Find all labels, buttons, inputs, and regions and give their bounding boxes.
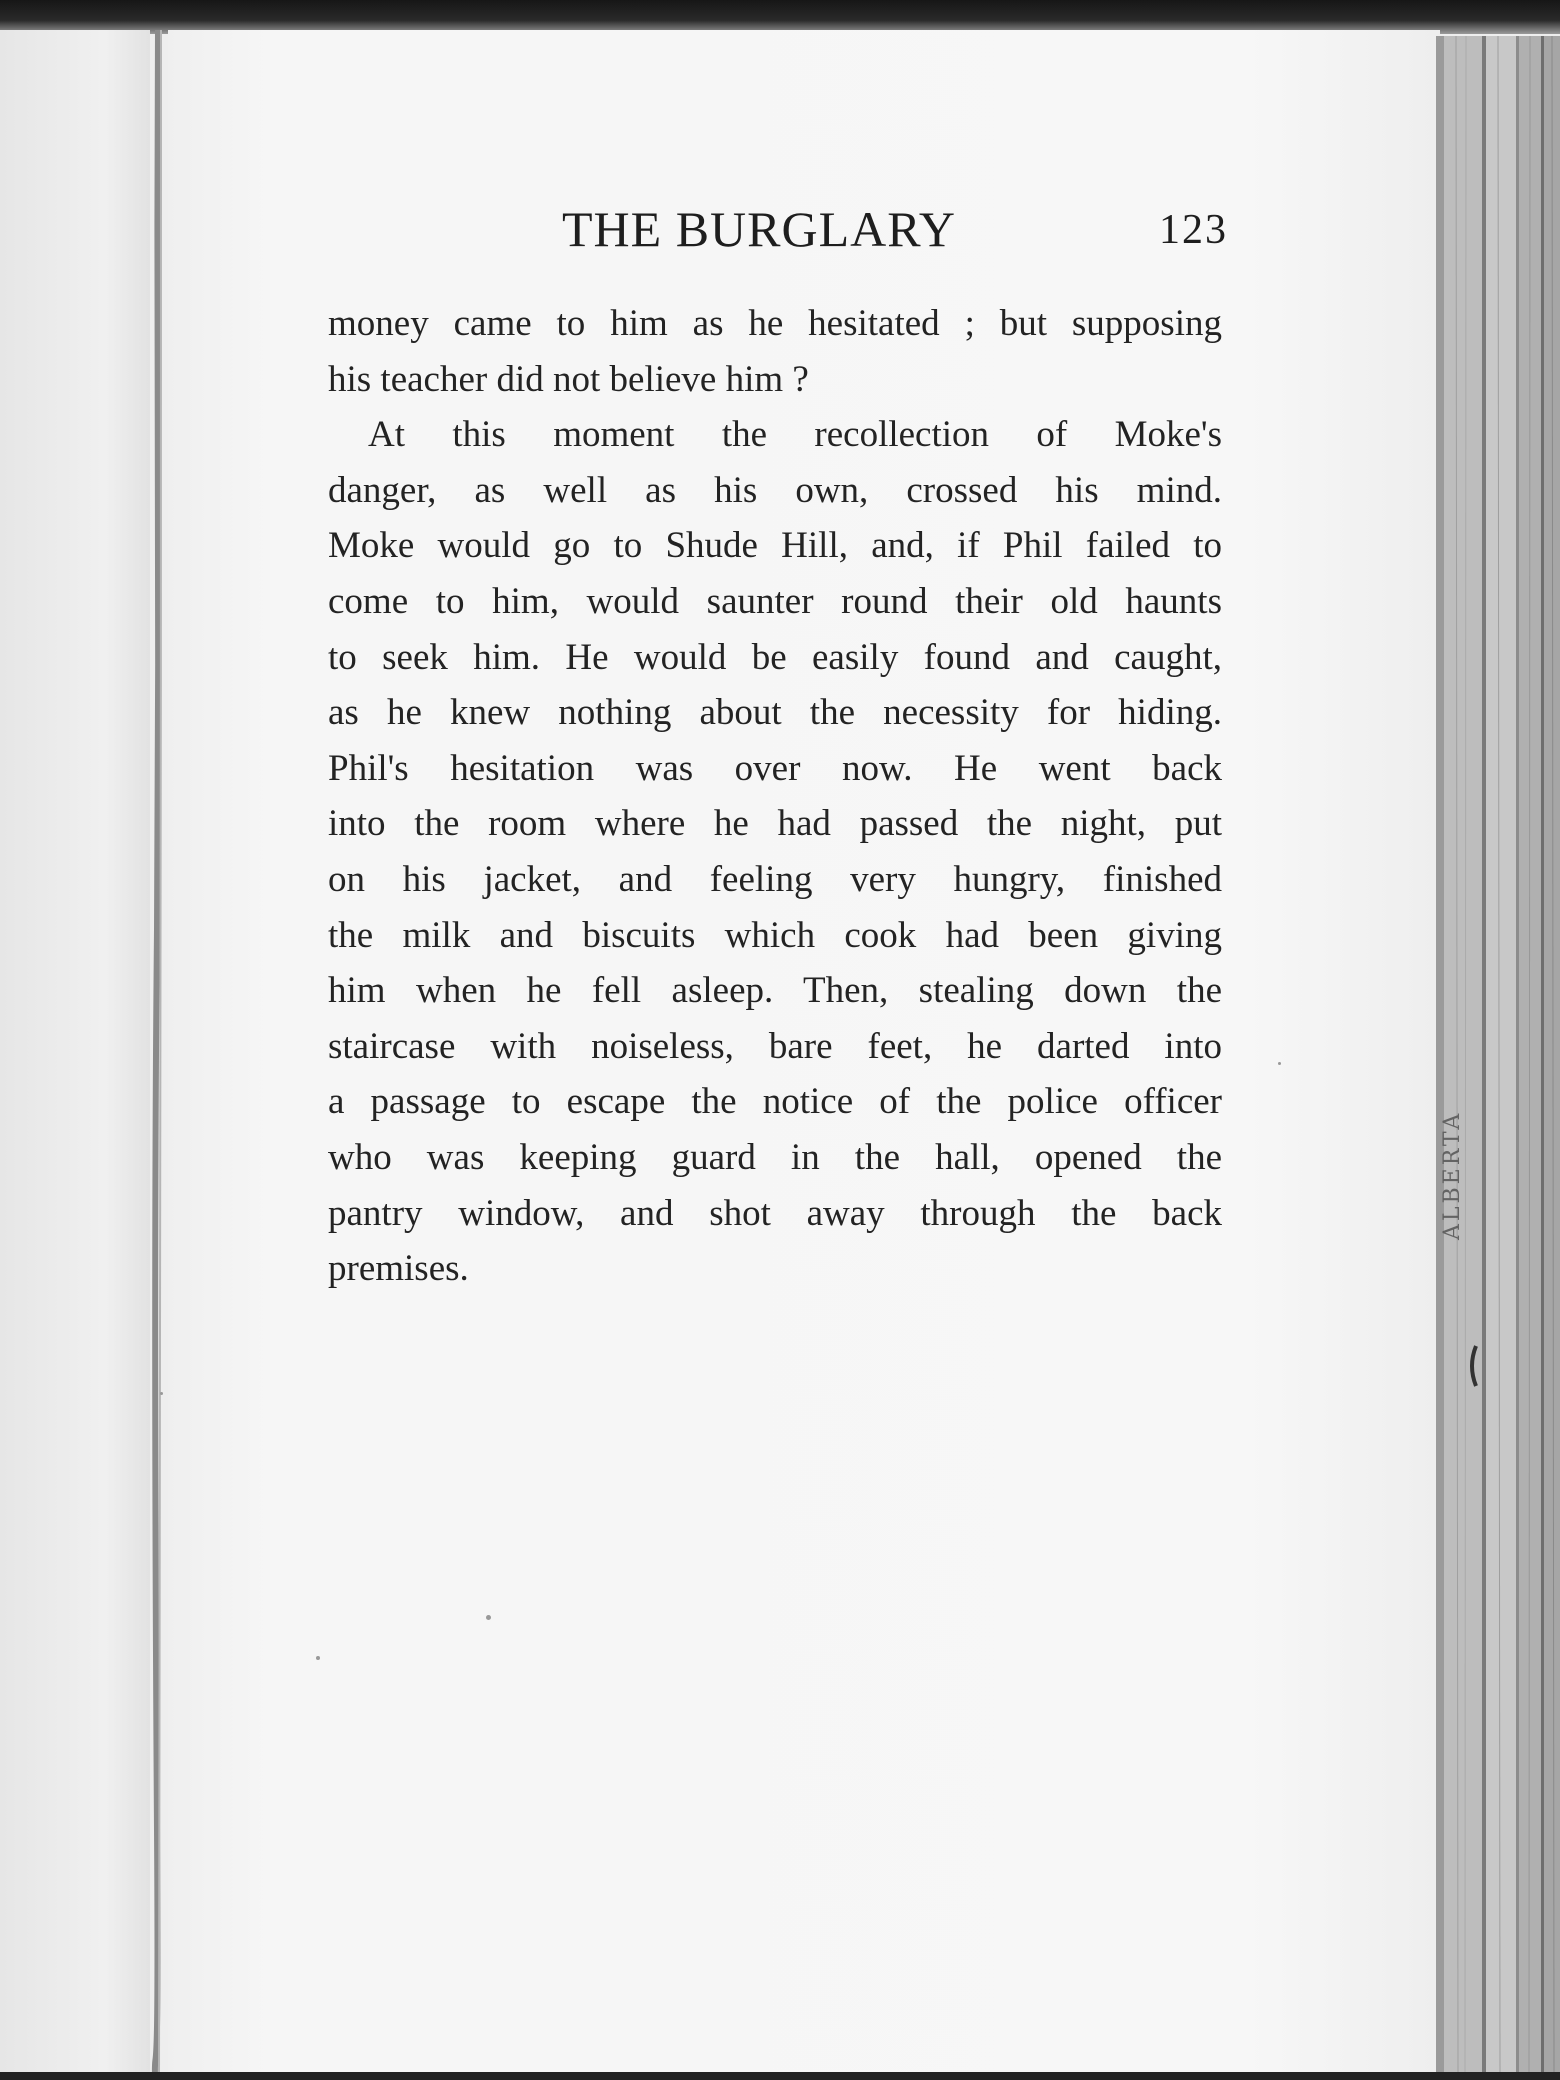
text-line: to seek him. He would be easily found and caught, bbox=[328, 636, 1222, 678]
text-line: Phil's hesitation was over now. He went back bbox=[328, 747, 1222, 789]
text-line: a passage to escape the notice of the police officer bbox=[328, 1081, 1222, 1123]
page-header bbox=[328, 200, 1228, 270]
paper-speck bbox=[316, 1656, 320, 1660]
text-line: At this moment the recollection of Moke's bbox=[368, 414, 1222, 456]
text-line: Moke would go to Shude Hill, and, if Phil failed to bbox=[328, 525, 1222, 567]
text-line: as he knew nothing about the necessity for hiding. bbox=[328, 692, 1222, 734]
text-line: staircase with noiseless, bare feet, he darted into bbox=[328, 1025, 1222, 1067]
paper-speck bbox=[160, 1392, 163, 1395]
text-line: premises. bbox=[328, 1248, 469, 1290]
text-line: who was keeping guard in the hall, opened the bbox=[328, 1136, 1222, 1178]
text-line: come to him, would saunter round their old haunts bbox=[328, 580, 1222, 622]
running-title: THE BURGLARY bbox=[562, 201, 956, 257]
page-number: 123 bbox=[1159, 207, 1228, 253]
body-text bbox=[328, 296, 1222, 1297]
text-line: danger, as well as his own, crossed his mind. bbox=[328, 469, 1222, 511]
text-line: into the room where he had passed the night, put bbox=[328, 803, 1222, 845]
text-line: his teacher did not believe him ? bbox=[328, 358, 809, 400]
paper-speck bbox=[486, 1615, 491, 1620]
text-line: pantry window, and shot away through the back bbox=[328, 1192, 1222, 1234]
text-line: money came to him as he hesitated ; but supposing bbox=[328, 303, 1222, 344]
scanner-top-shadow bbox=[0, 0, 1560, 34]
text-line: him when he fell asleep. Then, stealing down the bbox=[328, 970, 1222, 1012]
binding-gutter bbox=[148, 30, 168, 2080]
facing-page-edge bbox=[0, 30, 150, 2080]
spine-stamp: ALBERTA bbox=[1440, 1110, 1465, 1240]
paper-speck bbox=[1278, 1062, 1281, 1065]
scanner-bottom-shadow bbox=[0, 2072, 1560, 2080]
text-line: the milk and biscuits which cook had been giving bbox=[328, 914, 1222, 956]
text-line: on his jacket, and feeling very hungry, finished bbox=[328, 858, 1222, 900]
